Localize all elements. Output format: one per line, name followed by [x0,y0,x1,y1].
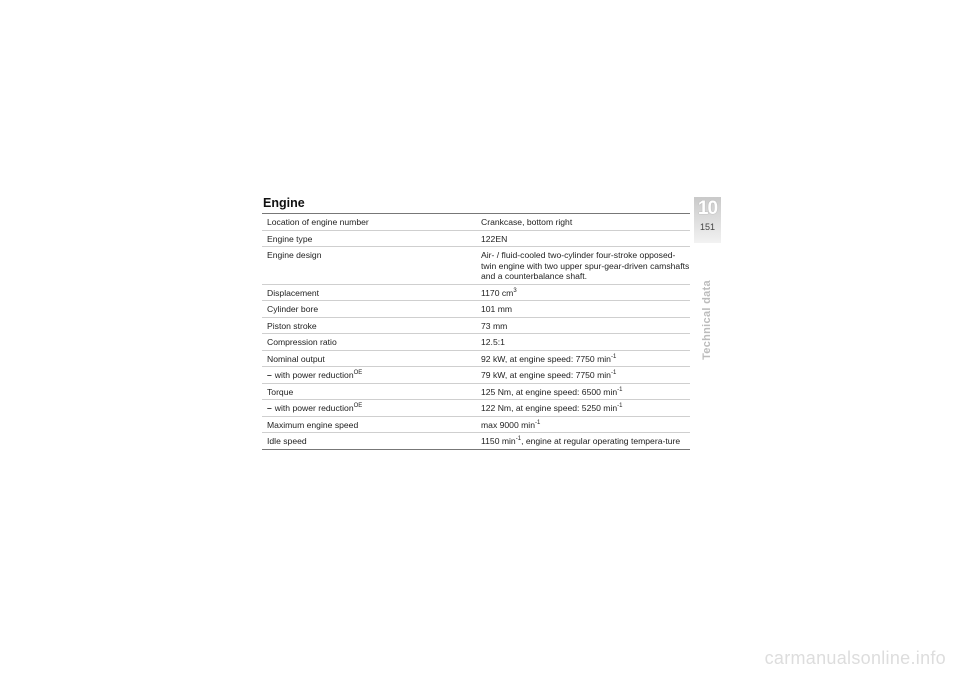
spec-label: Engine design [262,247,476,285]
spec-value: 12.5:1 [476,334,690,351]
spec-label: Cylinder bore [262,301,476,318]
chapter-tab [694,197,721,243]
spec-value: 79 kW, at engine speed: 7750 $\min^{-1}$ [476,367,690,384]
section-label: Technical data [701,280,713,360]
spec-label: Location of engine number [262,214,476,231]
spec-label: – with power reduction$^{OE}$ [262,367,476,384]
spec-label: Maximum engine speed [262,416,476,433]
table-row [262,301,690,318]
spec-label: – with power reduction$^{OE}$ [262,400,476,417]
table-row [262,334,690,351]
spec-value: 1150 $\min^{-1}$, engine at regular operating tempera-ture [481,436,681,446]
dash-marker: – [267,403,272,413]
table-row [262,230,690,247]
watermark-text: carmanualsonline.info [764,648,946,668]
spec-label: Nominal output [262,350,476,367]
section-title: Engine [263,196,305,210]
spec-label: Compression ratio [262,334,476,351]
page-number: 151 [699,222,716,232]
spec-value: 101 mm [476,301,690,318]
chapter-number: 10 [697,198,718,219]
table-row [262,433,690,450]
table-row [262,247,690,285]
table-row [262,284,690,301]
table-row [262,214,690,231]
table-row [262,416,690,433]
spec-value: Air- / fluid-cooled two-cylinder four-stroke opposed-twin engine with two upper spur-gear-driven camshafts and a counterbalance shaft. [476,247,690,285]
spec-label: Displacement [262,284,476,301]
spec-label: Idle speed [267,436,307,446]
spec-value: 125 Nm, at engine speed: 6500 $\min^{-1}$ [476,383,690,400]
spec-value: 122 Nm, at engine speed: 5250 $\min^{-1}$ [476,400,690,417]
spec-label: Torque [262,383,476,400]
engine-spec-table [262,213,690,450]
spec-label: Engine type [262,230,476,247]
table-row [262,383,690,400]
spec-value: max 9000 $\min^{-1}$ [476,416,690,433]
spec-value: 1170 $cm^3$ [476,284,690,301]
spec-value: 73 mm [476,317,690,334]
spec-value: Crankcase, bottom right [476,214,690,231]
table-row [262,317,690,334]
table-row [262,350,690,367]
spec-value: 92 kW, at engine speed: 7750 $\min^{-1}$ [476,350,690,367]
spec-label: Piston stroke [262,317,476,334]
spec-value: 122EN [476,230,690,247]
table-row [262,367,690,384]
table-row [262,400,690,417]
dash-marker: – [267,370,272,380]
